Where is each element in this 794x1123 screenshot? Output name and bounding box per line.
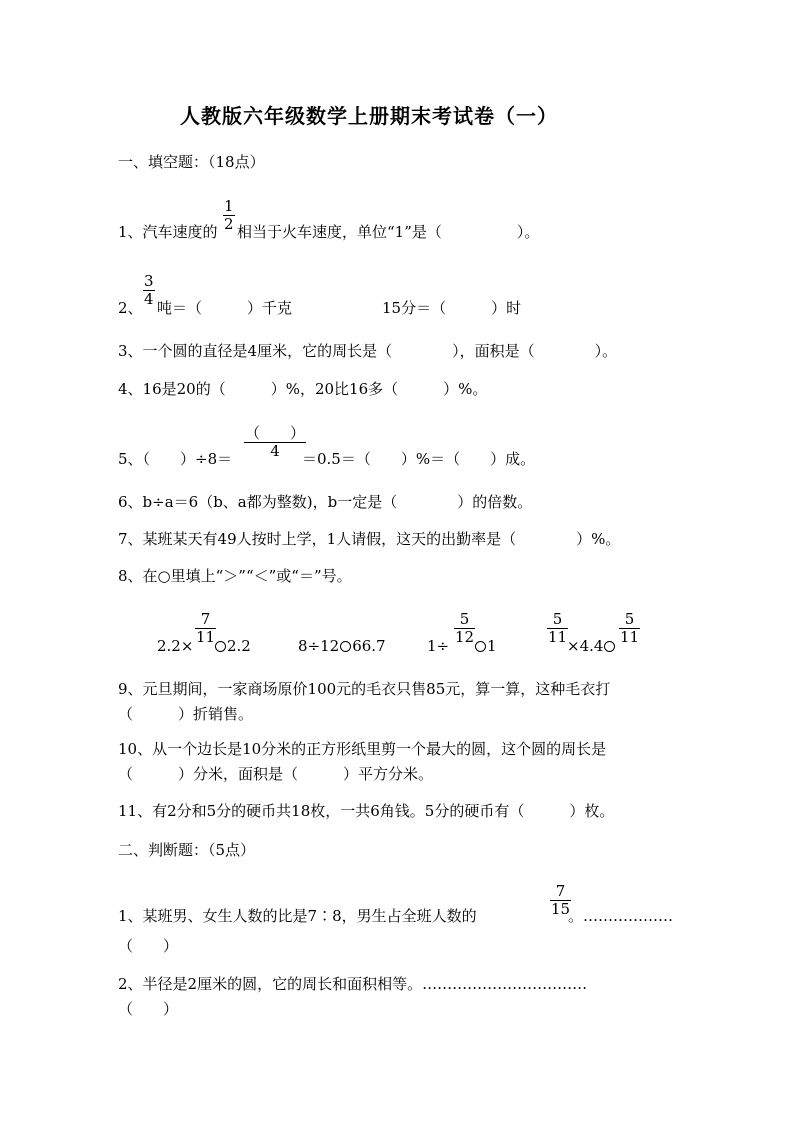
q1-numerator: 1 bbox=[224, 197, 234, 215]
q2-fraction bbox=[143, 274, 155, 307]
question-7: 7、某班某天有49人按时上学，1人请假，这天的出勤率是（ ）%。 bbox=[118, 530, 621, 548]
q8-e4-numerator-1: 5 bbox=[552, 610, 563, 628]
q2-part-a: 吨＝（ ）千克 bbox=[157, 299, 293, 317]
q8-e1-numerator: 7 bbox=[200, 610, 211, 628]
compare-circle-icon[interactable] bbox=[604, 641, 615, 652]
q8-e4-denominator-1: 11 bbox=[548, 628, 568, 646]
q1-fraction bbox=[223, 199, 235, 232]
q8-e2-pre: 8÷12 bbox=[298, 637, 340, 655]
question-8: 8、在○里填上“＞”“＜”或“＝”号。 bbox=[118, 567, 352, 585]
q8-e4-denominator-2: 11 bbox=[620, 628, 640, 646]
j1-numerator: 7 bbox=[555, 882, 566, 900]
q2-prefix: 2、 bbox=[118, 299, 143, 317]
q5-part-a: 5、（ ）÷8＝ bbox=[118, 450, 233, 468]
section-fill-blank-heading: 一、填空题：（18点） bbox=[118, 153, 265, 171]
j1-prefix: 1、某班男、女生人数的比是7∶8，男生占全班人数的 bbox=[118, 907, 477, 925]
q8-e1-fraction bbox=[195, 612, 216, 645]
question-11: 11、有2分和5分的硬币共18枚，一共6角钱。5分的硬币有（ ）枚。 bbox=[118, 802, 615, 820]
q8-e3-numerator: 5 bbox=[459, 610, 470, 628]
exam-title: 人教版六年级数学上册期末考试卷（一） bbox=[180, 104, 558, 128]
q8-expression-2 bbox=[298, 639, 386, 654]
question-10-line-2: （ ）分米，面积是（ ）平方分米。 bbox=[118, 765, 434, 783]
j1-denominator: 15 bbox=[551, 900, 571, 918]
q8-e3-comparison bbox=[474, 639, 497, 654]
q5-denominator: 4 bbox=[270, 442, 280, 460]
q1-suffix: 相当于火车速度，单位“1”是（ ）。 bbox=[237, 223, 540, 241]
q1-denominator: 2 bbox=[224, 215, 234, 233]
q2-denominator: 4 bbox=[144, 290, 154, 308]
q8-e3-fraction bbox=[454, 612, 475, 645]
section-judgment-heading: 二、判断题：（5点） bbox=[118, 841, 256, 859]
q8-e4-fraction-2 bbox=[619, 612, 640, 645]
j1-suffix: 。……………… bbox=[568, 907, 674, 925]
question-10-line-1: 10、从一个边长是10分米的正方形纸里剪一个最大的圆，这个圆的周长是 bbox=[118, 740, 607, 758]
q2-part-b: 15分＝（ ）时 bbox=[382, 299, 522, 317]
j2-text: 2、半径是2厘米的圆，它的周长和面积相等。…………………………… bbox=[118, 975, 588, 993]
q8-e4-middle bbox=[567, 639, 616, 654]
q8-e3-post: 1 bbox=[487, 637, 497, 655]
j2-answer-paren[interactable]: （ ） bbox=[118, 1000, 179, 1018]
compare-circle-icon[interactable] bbox=[215, 641, 226, 652]
q2-numerator: 3 bbox=[144, 272, 154, 290]
q8-e4-numerator-2: 5 bbox=[624, 610, 635, 628]
q5-fraction bbox=[244, 426, 306, 459]
q5-part-b: ＝0.5＝（ ）%＝（ ）成。 bbox=[302, 450, 536, 468]
question-9-line-2: （ ）折销售。 bbox=[118, 705, 254, 723]
question-4: 4、16是20的（ ）%，20比16多（ ）%。 bbox=[118, 380, 488, 398]
q8-e1-denominator: 11 bbox=[196, 628, 216, 646]
question-6: 6、b÷a＝6（b、a都为整数)，b一定是（ ）的倍数。 bbox=[118, 493, 533, 511]
q1-prefix: 1、汽车速度的 bbox=[118, 223, 218, 241]
question-9-line-1: 9、元旦期间，一家商场原价100元的毛衣只售85元，算一算，这种毛衣打 bbox=[118, 680, 611, 698]
q8-e2-post: 66.7 bbox=[352, 637, 386, 655]
q8-e3-denominator: 12 bbox=[455, 628, 475, 646]
q8-e1-post: 2.2 bbox=[227, 637, 251, 655]
q8-e1-pre: 2.2× bbox=[157, 637, 194, 655]
compare-circle-icon[interactable] bbox=[475, 641, 486, 652]
compare-circle-icon[interactable] bbox=[340, 641, 351, 652]
q8-e3-pre: 1÷ bbox=[427, 637, 450, 655]
question-3: 3、一个圆的直径是4厘米，它的周长是（ ），面积是（ ）。 bbox=[118, 342, 618, 360]
q5-numerator: （ ） bbox=[245, 424, 306, 442]
q8-e1-comparison bbox=[214, 639, 251, 654]
q8-e4-mid: ×4.4 bbox=[567, 637, 604, 655]
j1-answer-paren[interactable]: （ ） bbox=[118, 937, 179, 955]
q8-e4-fraction-1 bbox=[547, 612, 568, 645]
